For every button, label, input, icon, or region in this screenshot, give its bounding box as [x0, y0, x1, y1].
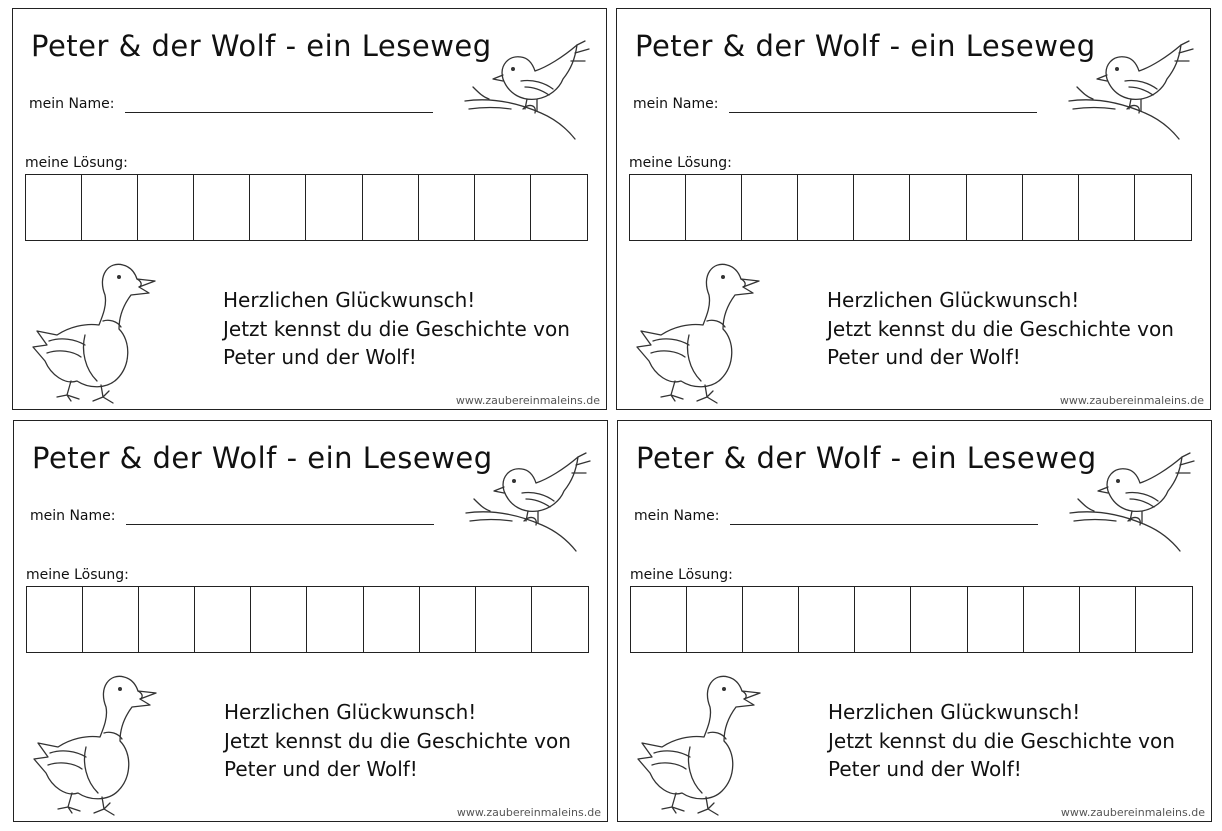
- solution-box[interactable]: [250, 175, 306, 240]
- solution-boxes: [25, 174, 588, 241]
- certificate-card: [12, 8, 607, 410]
- solution-box[interactable]: [83, 587, 139, 652]
- solution-box[interactable]: [82, 175, 138, 240]
- solution-label: meine Lösung:: [630, 567, 733, 583]
- footer-url: www.zaubereinmaleins.de: [1059, 394, 1204, 407]
- solution-box[interactable]: [419, 175, 475, 240]
- congrats-line: Jetzt kennst du die Geschichte von: [827, 316, 1174, 341]
- solution-box[interactable]: [1135, 175, 1191, 240]
- card-title: Peter & der Wolf - ein Leseweg: [32, 441, 493, 475]
- solution-box[interactable]: [364, 587, 420, 652]
- congrats-line: Jetzt kennst du die Geschichte von: [224, 728, 571, 753]
- solution-box[interactable]: [139, 587, 195, 652]
- solution-box[interactable]: [1023, 175, 1079, 240]
- certificate-card: [617, 420, 1212, 822]
- bird-icon: [464, 451, 596, 553]
- solution-box[interactable]: [475, 175, 531, 240]
- congrats-text: [223, 286, 570, 372]
- solution-boxes: [630, 586, 1193, 653]
- name-label: mein Name:: [634, 508, 720, 524]
- congrats-line: Herzlichen Glückwunsch!: [224, 700, 477, 724]
- solution-label: meine Lösung:: [26, 567, 129, 583]
- congrats-line: Peter und der Wolf!: [827, 345, 1021, 369]
- solution-box[interactable]: [799, 587, 855, 652]
- solution-box[interactable]: [967, 175, 1023, 240]
- solution-box[interactable]: [854, 175, 910, 240]
- solution-box[interactable]: [742, 175, 798, 240]
- solution-box[interactable]: [531, 175, 587, 240]
- solution-box[interactable]: [798, 175, 854, 240]
- duck-icon: [27, 257, 157, 405]
- solution-label: meine Lösung:: [25, 155, 128, 171]
- solution-label: meine Lösung:: [629, 155, 732, 171]
- duck-icon: [28, 669, 158, 817]
- solution-box[interactable]: [532, 587, 588, 652]
- bird-icon: [1067, 39, 1199, 141]
- solution-box[interactable]: [476, 587, 532, 652]
- solution-box[interactable]: [630, 175, 686, 240]
- solution-box[interactable]: [687, 587, 743, 652]
- congrats-line: Peter und der Wolf!: [223, 345, 417, 369]
- congrats-text: [828, 698, 1175, 784]
- solution-box[interactable]: [194, 175, 250, 240]
- solution-box[interactable]: [855, 587, 911, 652]
- solution-box[interactable]: [1136, 587, 1192, 652]
- solution-box[interactable]: [686, 175, 742, 240]
- solution-box[interactable]: [910, 175, 966, 240]
- name-label: mein Name:: [633, 96, 719, 112]
- solution-box[interactable]: [363, 175, 419, 240]
- solution-box[interactable]: [1080, 587, 1136, 652]
- name-label: mein Name:: [30, 508, 116, 524]
- solution-box[interactable]: [251, 587, 307, 652]
- duck-icon: [632, 669, 762, 817]
- solution-box[interactable]: [138, 175, 194, 240]
- certificate-card: [13, 420, 608, 822]
- solution-box[interactable]: [420, 587, 476, 652]
- card-title: Peter & der Wolf - ein Leseweg: [635, 29, 1096, 63]
- solution-boxes: [629, 174, 1192, 241]
- card-title: Peter & der Wolf - ein Leseweg: [31, 29, 492, 63]
- congrats-line: Peter und der Wolf!: [224, 757, 418, 781]
- congrats-line: Herzlichen Glückwunsch!: [827, 288, 1080, 312]
- card-title: Peter & der Wolf - ein Leseweg: [636, 441, 1097, 475]
- name-line[interactable]: [730, 524, 1038, 525]
- footer-url: www.zaubereinmaleins.de: [456, 806, 601, 819]
- congrats-line: Herzlichen Glückwunsch!: [828, 700, 1081, 724]
- solution-box[interactable]: [743, 587, 799, 652]
- congrats-line: Peter und der Wolf!: [828, 757, 1022, 781]
- solution-box[interactable]: [1079, 175, 1135, 240]
- congrats-line: Herzlichen Glückwunsch!: [223, 288, 476, 312]
- bird-icon: [1068, 451, 1200, 553]
- congrats-text: [827, 286, 1174, 372]
- congrats-text: [224, 698, 571, 784]
- name-line[interactable]: [125, 112, 433, 113]
- solution-box[interactable]: [1024, 587, 1080, 652]
- solution-box[interactable]: [968, 587, 1024, 652]
- footer-url: www.zaubereinmaleins.de: [1060, 806, 1205, 819]
- certificate-card: [616, 8, 1211, 410]
- solution-box[interactable]: [26, 175, 82, 240]
- solution-box[interactable]: [307, 587, 363, 652]
- name-line[interactable]: [729, 112, 1037, 113]
- solution-box[interactable]: [631, 587, 687, 652]
- congrats-line: Jetzt kennst du die Geschichte von: [223, 316, 570, 341]
- solution-box[interactable]: [195, 587, 251, 652]
- name-label: mein Name:: [29, 96, 115, 112]
- solution-box[interactable]: [306, 175, 362, 240]
- duck-icon: [631, 257, 761, 405]
- solution-box[interactable]: [911, 587, 967, 652]
- footer-url: www.zaubereinmaleins.de: [455, 394, 600, 407]
- solution-boxes: [26, 586, 589, 653]
- bird-icon: [463, 39, 595, 141]
- name-line[interactable]: [126, 524, 434, 525]
- solution-box[interactable]: [27, 587, 83, 652]
- congrats-line: Jetzt kennst du die Geschichte von: [828, 728, 1175, 753]
